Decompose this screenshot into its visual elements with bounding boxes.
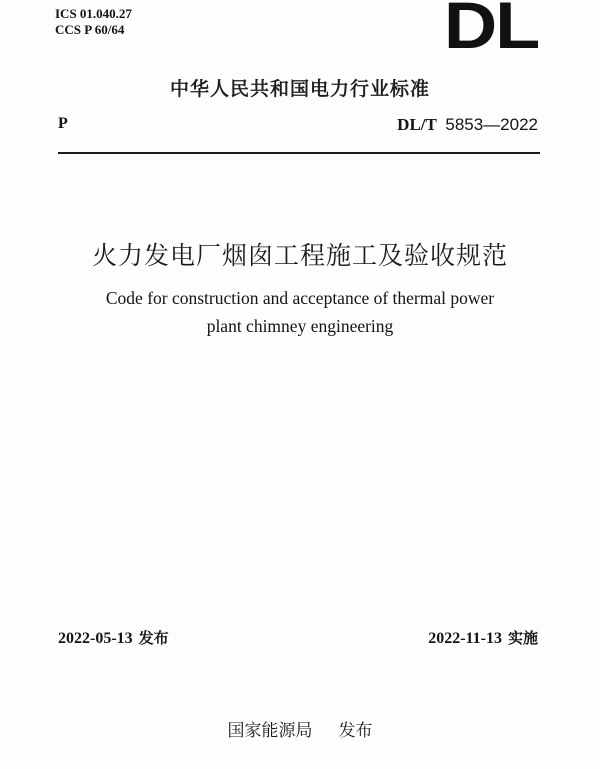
ics-code: ICS 01.040.27 <box>55 6 132 21</box>
english-title-line-2: plant chimney engineering <box>206 316 394 336</box>
issuer-label: 发布 <box>338 721 373 741</box>
classification-letter: P <box>58 115 68 132</box>
issuer-name: 国家能源局 <box>227 721 313 741</box>
implement-date-block <box>428 627 538 648</box>
header-divider <box>58 152 540 154</box>
national-standard-title: 中华人民共和国电力行业标准 <box>169 78 430 100</box>
publish-label: 发布 <box>138 629 169 647</box>
publish-date: 2022-05-13 <box>58 630 133 647</box>
chinese-title: 火力发电厂烟囱工程施工及验收规范 <box>91 241 508 270</box>
issuer-block <box>0 716 600 741</box>
ccs-code: CCS P 60/64 <box>55 22 125 37</box>
implement-label: 实施 <box>507 629 538 647</box>
english-title-line-1: Code for construction and acceptance of thermal power <box>105 288 495 308</box>
standard-prefix: DL/T <box>397 115 437 134</box>
standard-number <box>397 115 538 135</box>
standard-code: 5853—2022 <box>445 115 538 134</box>
dl-logo: DL <box>443 0 538 62</box>
publish-date-block <box>58 627 169 648</box>
implement-date: 2022-11-13 <box>428 630 502 647</box>
